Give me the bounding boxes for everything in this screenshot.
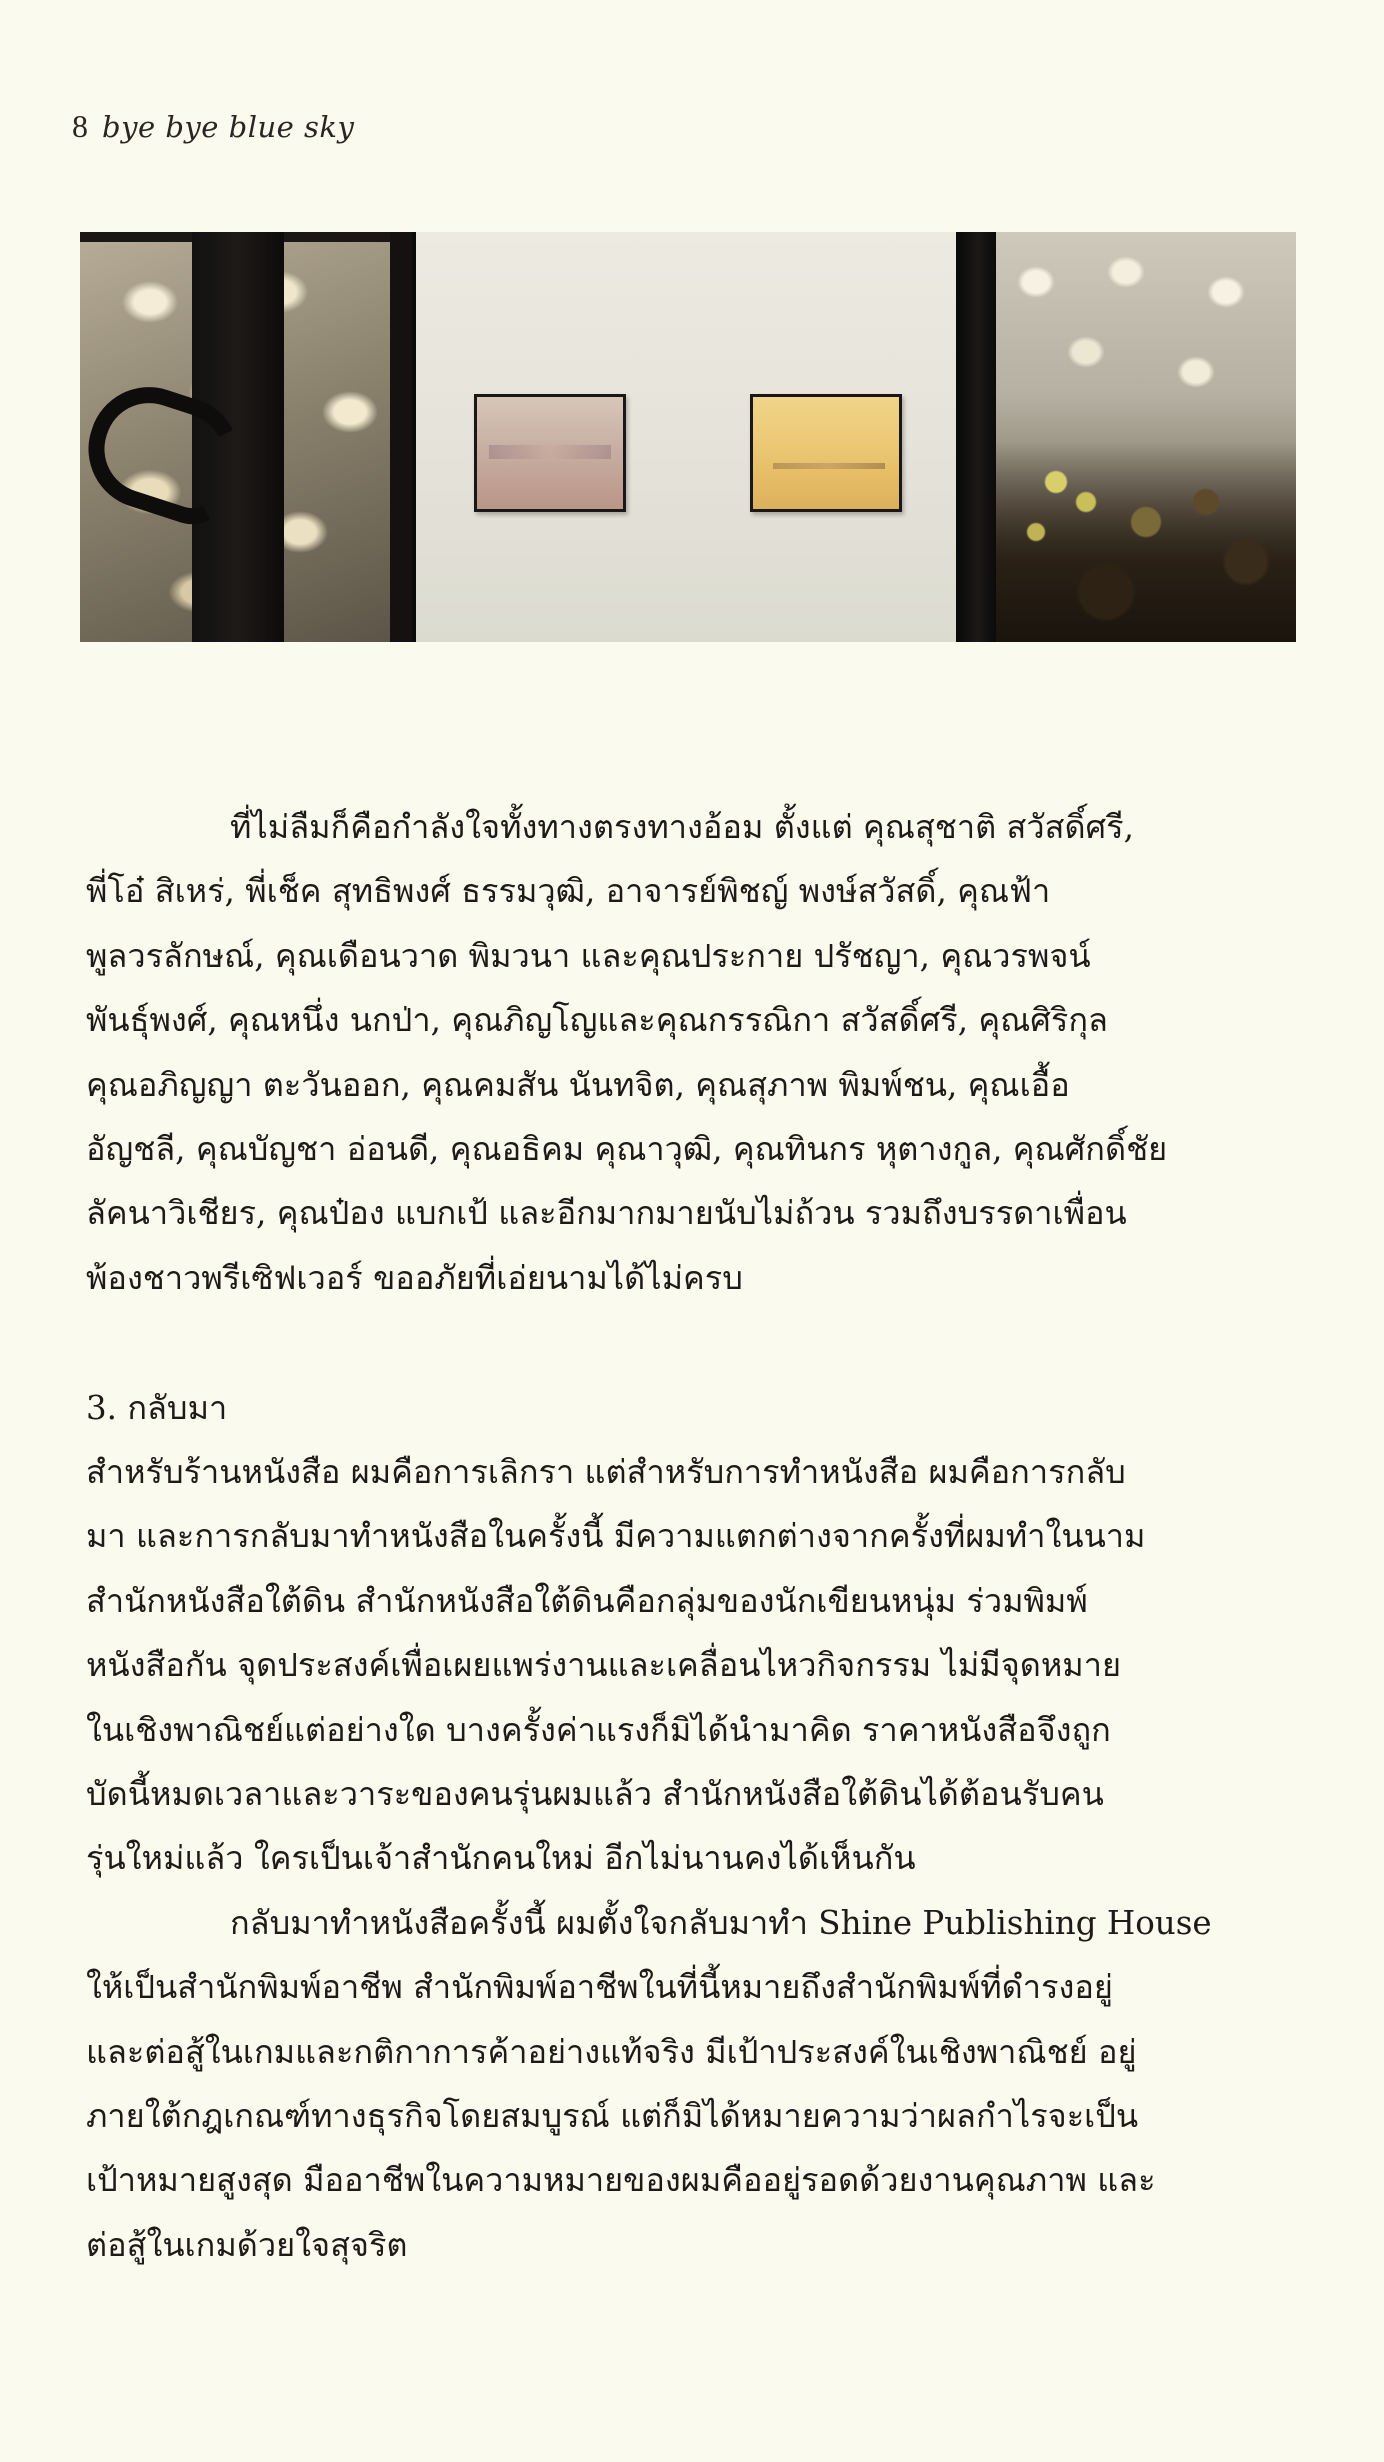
acknowledgements-paragraph (86, 795, 1306, 1310)
text-line: บัดนี้หมดเวลาและวาระของคนรุ่นผมแล้ว สำนักหนังสือใต้ดินได้ต้อนรับคน (86, 1775, 1104, 1814)
text-line: สำหรับร้านหนังสือ ผมคือการเลิกรา แต่สำหรับการทำหนังสือ ผมคือการกลับ (86, 1453, 1126, 1491)
photo-strip (80, 232, 1296, 642)
text-line: อัญชลี, คุณบัญชา อ่อนดี, คุณอธิคม คุณาวุฒิ, คุณทินกร หุตางกูล, คุณศักดิ์ชัย (86, 1130, 1168, 1169)
text-line: เป้าหมายสูงสุด มืออาชีพในความหมายของผมคืออยู่รอดด้วยงานคุณภาพ และ (86, 2161, 1156, 2200)
text-line: พูลวรลักษณ์, คุณเดือนวาด พิมวนา และคุณประกาย ปรัชญา, คุณวรพจน์ (86, 936, 1091, 975)
page-header (72, 108, 354, 148)
return-section-body (86, 1440, 1306, 2277)
section-heading: 3. กลับมา (86, 1389, 228, 1427)
dried-flowers (996, 442, 1296, 642)
window-photo-left (80, 232, 412, 642)
text-line: สำนักหนังสือใต้ดิน สำนักหนังสือใต้ดินคือกลุ่มของนักเขียนหนุ่ม ร่วมพิมพ์ (86, 1581, 1088, 1620)
running-title: bye bye blue sky (102, 110, 355, 144)
page-number: 8 (72, 108, 88, 144)
flowers-photo-right (996, 232, 1296, 642)
text-line: ในเชิงพาณิชย์แต่อย่างใด บางครั้งค่าแรงก็มิได้นำมาคิด ราคาหนังสือจึงถูก (86, 1710, 1111, 1749)
text-line: มา และการกลับมาทำหนังสือในครั้งนี้ มีความแตกต่างจากครั้งที่ผมทำในนาม (86, 1517, 1146, 1556)
text-line: ให้เป็นสำนักพิมพ์อาชีพ สำนักพิมพ์อาชีพในที่นี้หมายถึงสำนักพิมพ์ที่ดำรงอยู่ (86, 1968, 1113, 2007)
text-line: ลัคนาวิเชียร, คุณป๋อง แบกเป้ และอีกมากมายนับไม่ถ้วน รวมถึงบรรดาเพื่อน (86, 1194, 1127, 1233)
photo-divider-post (960, 232, 996, 642)
framed-painting-yellow (750, 394, 902, 512)
window-frame-right (390, 232, 412, 642)
text-line: พันธุ์พงศ์, คุณหนึ่ง นกป่า, คุณภิญโญและคุณกรรณิกา สวัสดิ์ศรี, คุณศิริกุล (86, 1001, 1108, 1040)
gallery-wall-photo (412, 232, 960, 642)
text-line: รุ่นใหม่แล้ว ใครเป็นเจ้าสำนักคนใหม่ อีกไม่นานคงได้เห็นกัน (86, 1839, 916, 1878)
text-line: ต่อสู้ในเกมด้วยใจสุจริต (86, 2225, 408, 2264)
text-line: พี่โอ๋ สิเหร่, พี่เช็ค สุทธิพงศ์ ธรรมวุฒิ, อาจารย์พิชญ์ พงษ์สวัสดิ์, คุณฟ้า (86, 872, 1051, 911)
text-line: พ้องชาวพรีเซิฟเวอร์ ขออภัยที่เอ่ยนามได้ไม่ครบ (86, 1258, 743, 1297)
text-line: หนังสือกัน จุดประสงค์เพื่อเผยแพร่งานและเคลื่อนไหวกิจกรรม ไม่มีจุดหมาย (86, 1646, 1122, 1685)
text-line: กลับมาทำหนังสือครั้งนี้ ผมตั้งใจกลับมาทำ Shine Publishing House (230, 1903, 1212, 1942)
text-line: และต่อสู้ในเกมและกติกาการค้าอย่างแท้จริง มีเป้าประสงค์ในเชิงพาณิชย์ อยู่ (86, 2032, 1137, 2071)
framed-painting-pink (474, 394, 626, 512)
text-line: ที่ไม่ลืมก็คือกำลังใจทั้งทางตรงทางอ้อม ตั้งแต่ คุณสุชาติ สวัสดิ์ศรี, (230, 808, 1134, 846)
text-line: คุณอภิญญา ตะวันออก, คุณคมสัน นันทจิต, คุณสุภาพ พิมพ์ชน, คุณเอื้อ (86, 1065, 1070, 1104)
text-line: ภายใต้กฎเกณฑ์ทางธุรกิจโดยสมบูรณ์ แต่ก็มิได้หมายความว่าผลกำไรจะเป็น (86, 2097, 1139, 2136)
